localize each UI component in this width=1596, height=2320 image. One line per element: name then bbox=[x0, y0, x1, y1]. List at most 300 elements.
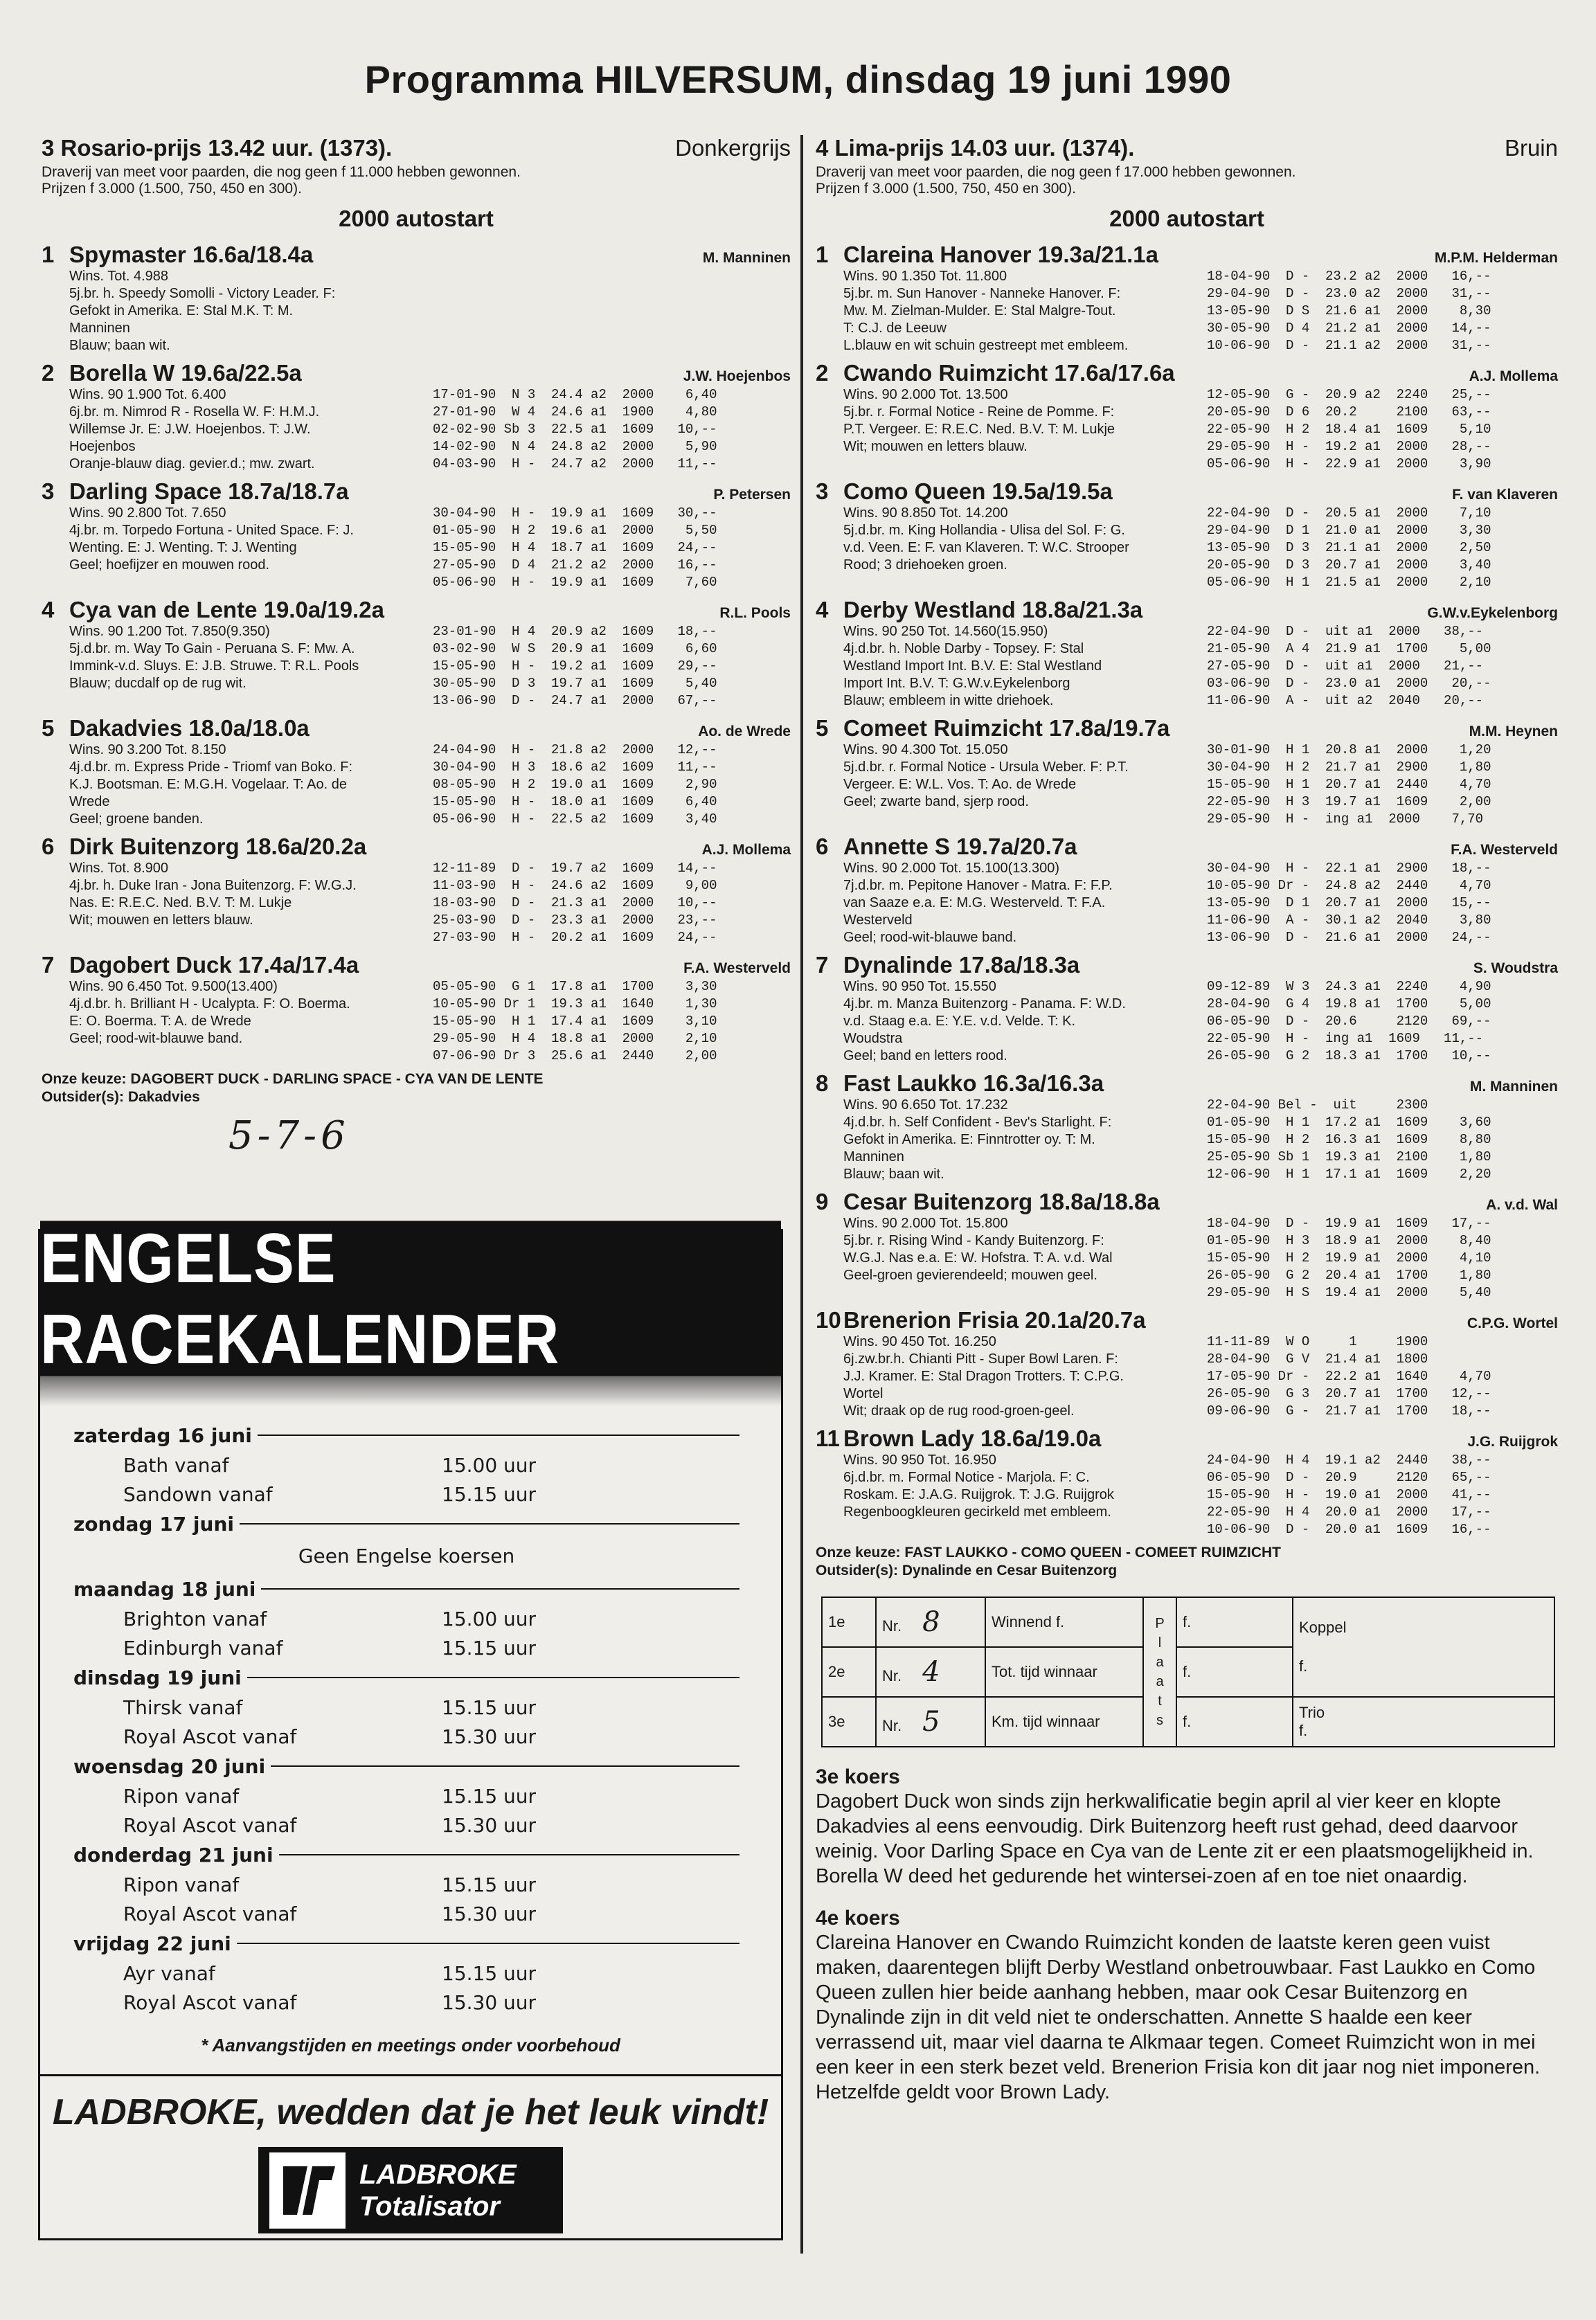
bet-slip-table bbox=[821, 1597, 1555, 1747]
horse-number: 9 bbox=[816, 1189, 829, 1214]
horse-info-line: Geel; hoefijzer en mouwen rood. bbox=[69, 557, 270, 573]
horse-details bbox=[42, 860, 791, 946]
horse-details bbox=[42, 978, 791, 1065]
horse-title: Clareina Hanover 19.3a/21.1a bbox=[843, 242, 1158, 267]
calendar-day-rule bbox=[279, 1854, 739, 1855]
koppel-label: Koppel bbox=[1299, 1619, 1347, 1636]
horse-number: 6 bbox=[816, 834, 829, 859]
calendar-entry bbox=[73, 1781, 739, 1810]
bet-nr-handwritten: 4 bbox=[922, 1656, 940, 1688]
horse-info-line: Gefokt in Amerika. E: Stal M.K. T: M. bbox=[69, 303, 294, 318]
horse-info-line: Wins. 90 450 Tot. 16.250 bbox=[843, 1334, 996, 1349]
horse-info-line: van Saaze e.a. E: M.G. Westerveld. T: F.A. bbox=[843, 895, 1106, 910]
bet-nr-label: Nr. bbox=[882, 1617, 902, 1635]
horse-title: Cesar Buitenzorg 18.8a/18.8a bbox=[843, 1189, 1160, 1214]
horse-entry bbox=[816, 715, 1558, 828]
calendar-entry bbox=[73, 1810, 739, 1840]
horse-trainer: G.W.v.Eykelenborg bbox=[1427, 605, 1558, 621]
bet-f-cell: f. bbox=[1176, 1597, 1293, 1647]
horse-details bbox=[42, 386, 791, 473]
horse-title: Darling Space 18.7a/18.7a bbox=[69, 478, 349, 504]
horse-header bbox=[42, 834, 791, 860]
horse-name bbox=[816, 834, 1077, 860]
horse-number: 5 bbox=[42, 715, 55, 741]
horse-info-line: Wins. 90 950 Tot. 15.550 bbox=[843, 979, 996, 994]
horse-info-line: Wins. 90 3.200 Tot. 8.150 bbox=[69, 742, 226, 757]
horse-title: Fast Laukko 16.3a/16.3a bbox=[843, 1070, 1104, 1096]
bet-row bbox=[822, 1697, 1554, 1747]
horse-details bbox=[42, 505, 791, 591]
page-title: Programma HILVERSUM, dinsdag 19 juni 1990 bbox=[364, 57, 1232, 101]
calendar-time: 15.30 uur bbox=[442, 1813, 537, 1837]
horse-info-line: Wins. Tot. 4.988 bbox=[69, 269, 169, 284]
horse-header bbox=[816, 1070, 1558, 1097]
horse-info-line: P.T. Vergeer. E: R.E.C. Ned. B.V. T: M. Lukje bbox=[843, 422, 1115, 437]
horse-info-line: 4j.d.br. m. Express Pride - Triomf van Boko. F: bbox=[69, 759, 353, 775]
bet-nr-label: Nr. bbox=[882, 1717, 902, 1734]
horse-info-line: Wins. 90 8.850 Tot. 14.200 bbox=[843, 505, 1008, 521]
horse-info-line: 5j.br. h. Speedy Somolli - Victory Leader. F: bbox=[69, 286, 336, 301]
horse-number: 2 bbox=[816, 360, 829, 386]
horse-info-line: 5j.br. r. Formal Notice - Reine de Pomme. F: bbox=[843, 404, 1115, 420]
horse-info bbox=[42, 623, 433, 710]
ladbroke-logo-icon bbox=[269, 2152, 346, 2229]
horse-info-line: Vergeer. E: W.L. Vos. T: Ao. de Wrede bbox=[843, 777, 1077, 792]
horse-header bbox=[816, 1189, 1558, 1215]
horse-info-line: 5j.br. m. Sun Hanover - Nanneke Hanover. F: bbox=[843, 286, 1121, 301]
horse-name bbox=[42, 952, 359, 978]
horse-details bbox=[816, 623, 1558, 710]
horse-results: 09-12-89 W 3 24.3 a1 2240 4,90 28-04-90 G 4 19.8 a1 1700 5,00 06-05-90 D - 20.6 2120 69,-- 22-05-90 H - ing a1 1609 11,-- 26-05-90 G 2 18.3 a1 1700 10,-- bbox=[1207, 979, 1491, 1063]
horse-info-line: Blauw; baan wit. bbox=[69, 338, 170, 353]
horse-entry bbox=[816, 952, 1558, 1065]
horse-header bbox=[816, 242, 1558, 268]
calendar-day bbox=[73, 1509, 739, 1539]
bet-description: Winnend f. bbox=[985, 1597, 1143, 1647]
horse-info-line: Rood; 3 driehoeken groen. bbox=[843, 557, 1007, 573]
horse-info-line: Westland Import Int. B.V. E: Stal Westland bbox=[843, 658, 1102, 674]
horse-info-line: E: O. Boerma. T: A. de Wrede bbox=[69, 1014, 251, 1029]
horse-results: 12-05-90 G - 20.9 a2 2240 25,-- 20-05-90 D 6 20.2 2100 63,-- 22-05-90 H 2 18.4 a1 1609 5,10 29-05-90 H - 19.2 a1 2000 28,-- 05-06-90 H - 22.9 a1 2000 3,90 bbox=[1207, 387, 1491, 471]
ladbroke-advertisement bbox=[38, 1218, 783, 2240]
horse-results: 22-04-90 D - uit a1 2000 38,-- 21-05-90 A 4 21.9 a1 1700 5,00 27-05-90 D - uit a1 2000 21,-- 03-06-90 D - 23.0 a1 2000 20,-- 11-06-90 A - uit a2 2040 20,-- bbox=[1207, 624, 1491, 708]
horse-info-line: Westerveld bbox=[843, 912, 913, 928]
calendar-day-rule bbox=[237, 1943, 739, 1944]
calendar-day bbox=[73, 1840, 739, 1870]
horse-info bbox=[816, 1215, 1207, 1302]
horse-entry bbox=[42, 242, 791, 354]
condition-line: Prijzen f 3.000 (1.500, 750, 450 en 300). bbox=[42, 181, 302, 197]
race-4-column bbox=[816, 135, 1558, 2105]
horse-info-line: Geel; rood-wit-blauwe band. bbox=[69, 1031, 243, 1046]
race-conditions bbox=[816, 164, 1558, 197]
calendar-venue: Royal Ascot vanaf bbox=[123, 1902, 297, 1925]
calendar-day-label: zaterdag 16 juni bbox=[73, 1423, 252, 1447]
horse-results: 30-01-90 H 1 20.8 a1 2000 1,20 30-04-90 H 2 21.7 a1 2900 1,80 15-05-90 H 1 20.7 a1 2440 4,70 22-05-90 H 3 19.7 a1 1609 2,00 29-05-90 H - ing a1 2000 7,70 bbox=[1207, 742, 1491, 827]
horse-trainer: J.W. Hoejenbos bbox=[683, 368, 791, 384]
calendar-time: 15.00 uur bbox=[442, 1453, 537, 1477]
horse-info-line: 5j.d.br. m. Way To Gain - Peruana S. F: Mw. A. bbox=[69, 641, 355, 656]
horse-number: 1 bbox=[42, 242, 55, 267]
bet-nr-label: Nr. bbox=[882, 1667, 902, 1684]
horse-name bbox=[816, 478, 1113, 505]
calendar-day-label: vrijdag 22 juni bbox=[73, 1932, 231, 1955]
horse-results: 24-04-90 H - 21.8 a2 2000 12,-- 30-04-90 H 3 18.6 a2 1609 11,-- 08-05-90 H 2 19.0 a1 1609 2,90 15-05-90 H - 18.0 a1 1609 6,40 05-06-90 H - 22.5 a2 1609 3,40 bbox=[433, 742, 717, 827]
horse-name bbox=[42, 834, 366, 860]
bet-description: Km. tijd winnaar bbox=[985, 1697, 1143, 1747]
horse-info bbox=[42, 860, 433, 946]
horse-info-line: Geel; band en letters rood. bbox=[843, 1048, 1007, 1063]
race-distance: 2000 autostart bbox=[1109, 206, 1264, 231]
calendar-day-rule bbox=[247, 1677, 739, 1678]
horse-number: 11 bbox=[816, 1426, 840, 1451]
horse-info bbox=[816, 1097, 1207, 1183]
calendar-day-rule bbox=[258, 1435, 739, 1436]
horse-info-line: 4j.br. m. Manza Buitenzorg - Panama. F: W.D. bbox=[843, 996, 1126, 1011]
horse-header bbox=[42, 597, 791, 623]
horse-info-line: Wins. 90 6.650 Tot. 17.232 bbox=[843, 1097, 1008, 1113]
horse-info-line: Hoejenbos bbox=[69, 439, 136, 454]
bet-row bbox=[822, 1597, 1554, 1647]
handwritten-note: 5-7-6 bbox=[228, 1113, 350, 1158]
horse-results: 24-04-90 H 4 19.1 a2 2440 38,-- 06-05-90 D - 20.9 2120 65,-- 15-05-90 H - 19.0 a1 2000 41,-- 22-05-90 H 4 20.0 a1 2000 17,-- 10-06-90 D - 20.0 a1 1609 16,-- bbox=[1207, 1453, 1491, 1537]
horse-info-line: Nas. E: R.E.C. Ned. B.V. T: M. Lukje bbox=[69, 895, 292, 910]
calendar-time: 15.15 uur bbox=[442, 1696, 537, 1719]
horse-title: Dynalinde 17.8a/18.3a bbox=[843, 952, 1080, 978]
horse-name bbox=[816, 360, 1175, 386]
race-pick: Onze keuze: FAST LAUKKO - COMO QUEEN - COMEET RUIMZICHT bbox=[816, 1545, 1282, 1561]
horse-info-line: Wenting. E: J. Wenting. T: J. Wenting bbox=[69, 540, 297, 555]
bet-place: 2e bbox=[822, 1647, 876, 1697]
horse-number: 7 bbox=[816, 952, 829, 978]
horse-number: 5 bbox=[816, 715, 829, 741]
bet-nr-handwritten: 8 bbox=[922, 1606, 940, 1638]
horse-title: Comeet Ruimzicht 17.8a/19.7a bbox=[843, 715, 1170, 741]
bet-place: 3e bbox=[822, 1697, 876, 1747]
horse-trainer: A. v.d. Wal bbox=[1486, 1197, 1558, 1213]
horse-results: 05-05-90 G 1 17.8 a1 1700 3,30 10-05-90 Dr 1 19.3 a1 1640 1,30 15-05-90 H 1 17.4 a1 1609 3,10 29-05-90 H 4 18.8 a1 2000 2,10 07-06-90 Dr 3 25.6 a1 2440 2,00 bbox=[433, 979, 717, 1063]
horse-details bbox=[816, 741, 1558, 828]
horse-header bbox=[816, 478, 1558, 505]
horse-name bbox=[42, 597, 384, 623]
horse-details bbox=[816, 1333, 1558, 1420]
race-outsider: Outsider(s): Dynalinde en Cesar Buitenzorg bbox=[816, 1563, 1118, 1579]
horse-details bbox=[42, 741, 791, 828]
horse-name bbox=[42, 478, 349, 505]
horse-trainer: R.L. Pools bbox=[719, 605, 791, 621]
horse-number: 1 bbox=[816, 242, 829, 267]
race-title: 3 Rosario-prijs 13.42 uur. (1373). bbox=[42, 135, 393, 161]
race-3-column bbox=[42, 135, 791, 1158]
horse-header bbox=[42, 715, 791, 741]
calendar-venue: Royal Ascot vanaf bbox=[123, 1725, 297, 1748]
horse-trainer: J.G. Ruijgrok bbox=[1467, 1434, 1558, 1450]
horse-info bbox=[816, 623, 1207, 710]
horse-trainer: M. Manninen bbox=[1469, 1079, 1558, 1095]
horse-info-line: Geel; rood-wit-blauwe band. bbox=[843, 930, 1017, 945]
horse-entry bbox=[42, 834, 791, 946]
horse-header bbox=[42, 478, 791, 505]
horse-info-line: Regenboogkleuren gecirkeld met embleem. bbox=[843, 1504, 1111, 1520]
horse-results bbox=[433, 268, 791, 354]
horse-info-line: 5j.br. r. Rising Wind - Kandy Buitenzorg. F: bbox=[843, 1233, 1104, 1248]
race-title: 4 Lima-prijs 14.03 uur. (1374). bbox=[816, 135, 1135, 161]
horse-info bbox=[816, 268, 1207, 354]
calendar-venue: Bath vanaf bbox=[123, 1453, 229, 1477]
calendar-entry bbox=[73, 1450, 739, 1480]
horse-info-line: J.J. Kramer. E: Stal Dragon Trotters. T: C.P.G. bbox=[843, 1369, 1124, 1384]
calendar-entry bbox=[73, 1899, 739, 1928]
horse-info-line: Oranje-blauw diag. gevier.d.; mw. zwart. bbox=[69, 456, 315, 471]
horse-title: Cya van de Lente 19.0a/19.2a bbox=[69, 597, 384, 622]
horse-info bbox=[42, 741, 433, 828]
ad-title: ENGELSE RACEKALENDER bbox=[40, 1221, 781, 1376]
comment-text: Clareina Hanover en Cwando Ruimzicht konden de laatste keren geen vuist maken, daarentegen blijft Derby Westland onbetrouwbaar. Fast Laukko en Como Queen zullen hier beide aanhang hebben, maar ook Cesar Buitenzorg en Dynalinde zijn in dit veld niet te onderschatten. Annette S haalde een keer verrassend uit, maar viel daarna te Alkmaar tegen. Comeet Ruimzicht won in mei een keer in een sterk bezet veld. Brenerion Frisia kon dit jaar nog niet imponeren. Hetzelfde geldt voor Brown Lady. bbox=[816, 1932, 1541, 2103]
condition-line: Draverij van meet voor paarden, die nog geen f 17.000 hebben gewonnen. bbox=[816, 164, 1296, 180]
horse-name bbox=[816, 242, 1158, 268]
calendar-time: 15.15 uur bbox=[442, 1961, 537, 1985]
ladbroke-logo bbox=[258, 2147, 563, 2233]
calendar-entry bbox=[73, 1988, 739, 2017]
horse-number: 6 bbox=[42, 834, 55, 859]
calendar-venue: Ayr vanaf bbox=[123, 1961, 215, 1985]
horse-details bbox=[816, 1452, 1558, 1538]
trio-label: Trio bbox=[1299, 1704, 1325, 1721]
calendar-day-label: maandag 18 juni bbox=[73, 1577, 256, 1601]
horse-trainer: P. Petersen bbox=[713, 487, 791, 503]
column-divider bbox=[800, 135, 803, 2254]
calendar-time: 15.30 uur bbox=[442, 1990, 537, 2014]
calendar-venue: Brighton vanaf bbox=[123, 1607, 267, 1630]
logo-line-1: LADBROKE bbox=[359, 2159, 517, 2190]
race-conditions bbox=[42, 164, 791, 197]
calendar-day bbox=[73, 1662, 739, 1693]
horse-title: Dagobert Duck 17.4a/17.4a bbox=[69, 952, 359, 978]
calendar-venue: Thirsk vanaf bbox=[123, 1696, 243, 1719]
horse-info-line: Wins. 90 1.200 Tot. 7.850(9.350) bbox=[69, 624, 270, 639]
horse-name bbox=[816, 1426, 1101, 1452]
calendar-venue: Ripon vanaf bbox=[123, 1873, 240, 1896]
horse-results: 30-04-90 H - 19.9 a1 1609 30,-- 01-05-90 H 2 19.6 a1 2000 5,50 15-05-90 H 4 18.7 a1 1609 24,-- 27-05-90 D 4 21.2 a2 2000 16,-- 05-06-90 H - 19.9 a1 1609 7,60 bbox=[433, 505, 717, 590]
horse-results: 12-11-89 D - 19.7 a2 1609 14,-- 11-03-90 H - 24.6 a2 1609 9,00 18-03-90 D - 21.3 a1 2000 10,-- 25-03-90 D - 23.3 a1 2000 23,-- 27-03-90 H - 20.2 a1 1609 24,-- bbox=[433, 861, 717, 945]
calendar-time: 15.30 uur bbox=[442, 1902, 537, 1925]
horse-info-line: Geel; groene banden. bbox=[69, 811, 204, 827]
horse-trainer: M. Manninen bbox=[702, 250, 791, 266]
horse-info-line: Wins. 90 2.000 Tot. 13.500 bbox=[843, 387, 1008, 402]
bet-description: Tot. tijd winnaar bbox=[985, 1647, 1143, 1697]
horse-info-line: Wins. 90 6.450 Tot. 9.500(13.400) bbox=[69, 979, 278, 994]
horse-title: Spymaster 16.6a/18.4a bbox=[69, 242, 314, 267]
horse-number: 3 bbox=[816, 478, 829, 504]
horse-name bbox=[42, 360, 302, 386]
condition-line: Prijzen f 3.000 (1.500, 750, 450 en 300). bbox=[816, 181, 1076, 197]
bet-nr-handwritten: 5 bbox=[922, 1706, 940, 1738]
horse-results: 11-11-89 W O 1 1900 28-04-90 G V 21.4 a1 1800 17-05-90 Dr - 22.2 a1 1640 4,70 26-05-90 G 3 20.7 a1 1700 12,-- 09-06-90 G - 21.7 a1 1700 18,-- bbox=[1207, 1334, 1491, 1419]
horse-info-line: Wins. 90 250 Tot. 14.560(15.950) bbox=[843, 624, 1048, 639]
horse-info-line: Wins. 90 2.000 Tot. 15.100(13.300) bbox=[843, 861, 1060, 876]
horse-trainer: Ao. de Wrede bbox=[698, 723, 791, 739]
horse-entry bbox=[42, 360, 791, 473]
horse-info bbox=[816, 1333, 1207, 1420]
horse-entry bbox=[816, 1307, 1558, 1420]
condition-line: Draverij van meet voor paarden, die nog geen f 11.000 hebben gewonnen. bbox=[42, 164, 521, 180]
calendar-entry bbox=[73, 1633, 739, 1662]
calendar-entry bbox=[73, 1604, 739, 1633]
horse-details bbox=[816, 1097, 1558, 1183]
horse-header bbox=[42, 952, 791, 978]
horse-trainer: S. Woudstra bbox=[1473, 960, 1558, 976]
horse-info-line: W.G.J. Nas e.a. E: W. Hofstra. T: A. v.d. Wal bbox=[843, 1250, 1113, 1266]
horse-info-line: Wins. 90 1.350 Tot. 11.800 bbox=[843, 269, 1007, 284]
horse-title: Borella W 19.6a/22.5a bbox=[69, 360, 302, 386]
horse-info-line: Wins. 90 4.300 Tot. 15.050 bbox=[843, 742, 1008, 757]
horse-header bbox=[816, 1307, 1558, 1333]
horse-trainer: C.P.G. Wortel bbox=[1467, 1315, 1558, 1331]
calendar-entry bbox=[73, 1870, 739, 1899]
calendar-time: 15.15 uur bbox=[442, 1784, 537, 1808]
horse-trainer: M.M. Heynen bbox=[1469, 723, 1558, 739]
calendar-entry bbox=[73, 1722, 739, 1751]
horse-results: 22-04-90 Bel - uit 2300 01-05-90 H 1 17.2 a1 1609 3,60 15-05-90 H 2 16.3 a1 1609 8,80 25-05-90 Sb 1 19.3 a1 2100 1,80 12-06-90 H 1 17.1 a1 1609 2,20 bbox=[1207, 1097, 1491, 1182]
race-distance: 2000 autostart bbox=[339, 206, 494, 231]
horse-title: Derby Westland 18.8a/21.3a bbox=[843, 597, 1143, 622]
horse-info-line: K.J. Bootsman. E: M.G.H. Vogelaar. T: Ao. de bbox=[69, 777, 347, 792]
horse-info-line: Wit; mouwen en letters blauw. bbox=[69, 912, 253, 928]
calendar-time: 15.00 uur bbox=[442, 1607, 537, 1630]
horse-title: Dakadvies 18.0a/18.0a bbox=[69, 715, 310, 741]
horse-info-line: Blauw; embleem in witte driehoek. bbox=[843, 693, 1054, 708]
calendar-entry bbox=[73, 1693, 739, 1722]
horse-number: 10 bbox=[816, 1307, 841, 1333]
horse-header bbox=[816, 715, 1558, 741]
race-heading bbox=[42, 135, 791, 161]
trio-cell bbox=[1293, 1697, 1554, 1747]
horse-header bbox=[816, 834, 1558, 860]
horse-entry bbox=[816, 1070, 1558, 1183]
horse-info-line: Wit; draak op de rug rood-groen-geel. bbox=[843, 1403, 1075, 1419]
bet-number-cell bbox=[876, 1597, 985, 1647]
horse-number: 8 bbox=[816, 1070, 829, 1096]
horse-title: Cwando Ruimzicht 17.6a/17.6a bbox=[843, 360, 1175, 386]
horse-info-line: Wit; mouwen en letters blauw. bbox=[843, 439, 1028, 454]
calendar-day-label: donderdag 21 juni bbox=[73, 1843, 274, 1867]
horse-entry bbox=[42, 952, 791, 1065]
calendar-note: Geen Engelse koersen bbox=[298, 1545, 515, 1567]
horse-header bbox=[816, 952, 1558, 978]
horse-details bbox=[42, 623, 791, 710]
horse-number: 4 bbox=[42, 597, 55, 622]
horse-details bbox=[816, 386, 1558, 473]
horse-entry bbox=[816, 1426, 1558, 1538]
horse-info-line: 5j.d.br. m. King Hollandia - Ulisa del Sol. F: G. bbox=[843, 523, 1125, 538]
horse-info bbox=[816, 978, 1207, 1065]
horse-results: 18-04-90 D - 19.9 a1 1609 17,-- 01-05-90 H 3 18.9 a1 2000 8,40 15-05-90 H 2 19.9 a1 2000 4,10 26-05-90 G 2 20.4 a1 1700 1,80 29-05-90 H S 19.4 a1 2000 5,40 bbox=[1207, 1216, 1491, 1300]
horse-entry bbox=[816, 360, 1558, 473]
horse-info-line: 4j.d.br. h. Self Confident - Bev's Starlight. F: bbox=[843, 1115, 1112, 1130]
horse-name bbox=[816, 1307, 1146, 1333]
horse-info-line: Wins. 90 2.000 Tot. 15.800 bbox=[843, 1216, 1008, 1231]
bet-f-cell: f. bbox=[1176, 1647, 1293, 1697]
horse-results: 30-04-90 H - 22.1 a1 2900 18,-- 10-05-90 Dr - 24.8 a2 2440 4,70 13-05-90 D 1 20.7 a1 2000 15,-- 11-06-90 A - 30.1 a2 2040 3,80 13-06-90 D - 21.6 a1 2000 24,-- bbox=[1207, 861, 1491, 945]
comment-title: 4e koers bbox=[816, 1907, 900, 1930]
horse-entry bbox=[42, 597, 791, 710]
calendar-time: 15.15 uur bbox=[442, 1636, 537, 1660]
ad-footnote: * Aanvangstijden en meetings onder voorbehoud bbox=[201, 2035, 620, 2056]
horse-info bbox=[42, 978, 433, 1065]
horse-details bbox=[816, 1215, 1558, 1302]
calendar-time: 15.15 uur bbox=[442, 1482, 537, 1506]
horse-info-line: Geel; zwarte band, sjerp rood. bbox=[843, 794, 1029, 809]
calendar-day-rule bbox=[271, 1765, 739, 1767]
calendar-venue: Royal Ascot vanaf bbox=[123, 1813, 297, 1837]
race-color: Bruin bbox=[1504, 135, 1558, 161]
horse-number: 7 bbox=[42, 952, 55, 978]
horse-info-line: L.blauw en wit schuin gestreept met embleem. bbox=[843, 338, 1129, 353]
plaats-label bbox=[1143, 1597, 1176, 1747]
horse-results: 17-01-90 N 3 24.4 a2 2000 6,40 27-01-90 W 4 24.6 a1 1900 4,80 02-02-90 Sb 3 22.5 a1 1609 10,-- 14-02-90 N 4 24.8 a2 2000 5,90 04-03-90 H - 24.7 a2 2000 11,-- bbox=[433, 387, 717, 471]
horse-name bbox=[816, 597, 1142, 623]
horse-info-line: 4j.d.br. h. Brilliant H - Ucalypta. F: O. Boerma. bbox=[69, 996, 350, 1011]
comment-title: 3e koers bbox=[816, 1765, 900, 1788]
horse-name bbox=[816, 952, 1079, 978]
calendar-day-label: woensdag 20 juni bbox=[73, 1754, 266, 1778]
horse-header bbox=[816, 1426, 1558, 1452]
horse-info-line: Import Int. B.V. T: G.W.v.Eykelenborg bbox=[843, 676, 1070, 691]
horse-name bbox=[42, 242, 313, 268]
race-heading bbox=[816, 135, 1558, 161]
horse-trainer: F.A. Westerveld bbox=[1451, 842, 1558, 858]
bet-number-cell bbox=[876, 1647, 985, 1697]
horse-trainer: A.J. Mollema bbox=[701, 842, 791, 858]
logo-line-2: Totalisator bbox=[359, 2191, 500, 2222]
calendar-venue: Edinburgh vanaf bbox=[123, 1636, 283, 1660]
horse-results: 22-04-90 D - 20.5 a1 2000 7,10 29-04-90 D 1 21.0 a1 2000 3,30 13-05-90 D 3 21.1 a1 2000 2,50 20-05-90 D 3 20.7 a1 2000 3,40 05-06-90 H 1 21.5 a1 2000 2,10 bbox=[1207, 505, 1491, 590]
horse-header bbox=[816, 360, 1558, 386]
horse-info-line: Blauw; ducdalf op de rug wit. bbox=[69, 676, 246, 691]
horse-entry bbox=[816, 834, 1558, 946]
horse-title: Annette S 19.7a/20.7a bbox=[843, 834, 1077, 859]
horse-results: 23-01-90 H 4 20.9 a2 1609 18,-- 03-02-90 W S 20.9 a1 1609 6,60 15-05-90 H - 19.2 a1 1609 29,-- 30-05-90 D 3 19.7 a1 1609 5,40 13-06-90 D - 24.7 a1 2000 67,-- bbox=[433, 624, 717, 708]
horse-info-line: Manninen bbox=[69, 321, 130, 336]
horse-number: 3 bbox=[42, 478, 55, 504]
calendar-day bbox=[73, 1420, 739, 1450]
horse-info-line: T: C.J. de Leeuw bbox=[843, 321, 947, 336]
horse-name bbox=[816, 1070, 1104, 1097]
calendar-day-rule bbox=[261, 1588, 739, 1590]
bet-place: 1e bbox=[822, 1597, 876, 1647]
calendar-day-rule bbox=[240, 1523, 739, 1525]
horse-entry bbox=[816, 478, 1558, 591]
horse-details bbox=[816, 978, 1558, 1065]
horse-details bbox=[816, 268, 1558, 354]
horse-info-line: Wortel bbox=[843, 1386, 884, 1401]
horse-info-line: Wins. 90 1.900 Tot. 6.400 bbox=[69, 387, 226, 402]
horse-trainer: M.P.M. Helderman bbox=[1434, 250, 1558, 266]
calendar-day bbox=[73, 1751, 739, 1781]
horse-name bbox=[816, 715, 1169, 741]
horse-trainer: F. van Klaveren bbox=[1452, 487, 1558, 503]
horse-info bbox=[42, 268, 433, 354]
horse-info bbox=[42, 386, 433, 473]
bet-f-cell: f. bbox=[1176, 1697, 1293, 1747]
horse-title: Dirk Buitenzorg 18.6a/20.2a bbox=[69, 834, 367, 859]
horse-header bbox=[816, 597, 1558, 623]
horse-name bbox=[816, 1189, 1160, 1215]
plaats-text: P l a a t s bbox=[1155, 1616, 1165, 1728]
horse-number: 4 bbox=[816, 597, 829, 622]
horse-title: Brenerion Frisia 20.1a/20.7a bbox=[843, 1307, 1146, 1333]
horse-info-line: Geel-groen gevierendeeld; mouwen geel. bbox=[843, 1268, 1097, 1283]
